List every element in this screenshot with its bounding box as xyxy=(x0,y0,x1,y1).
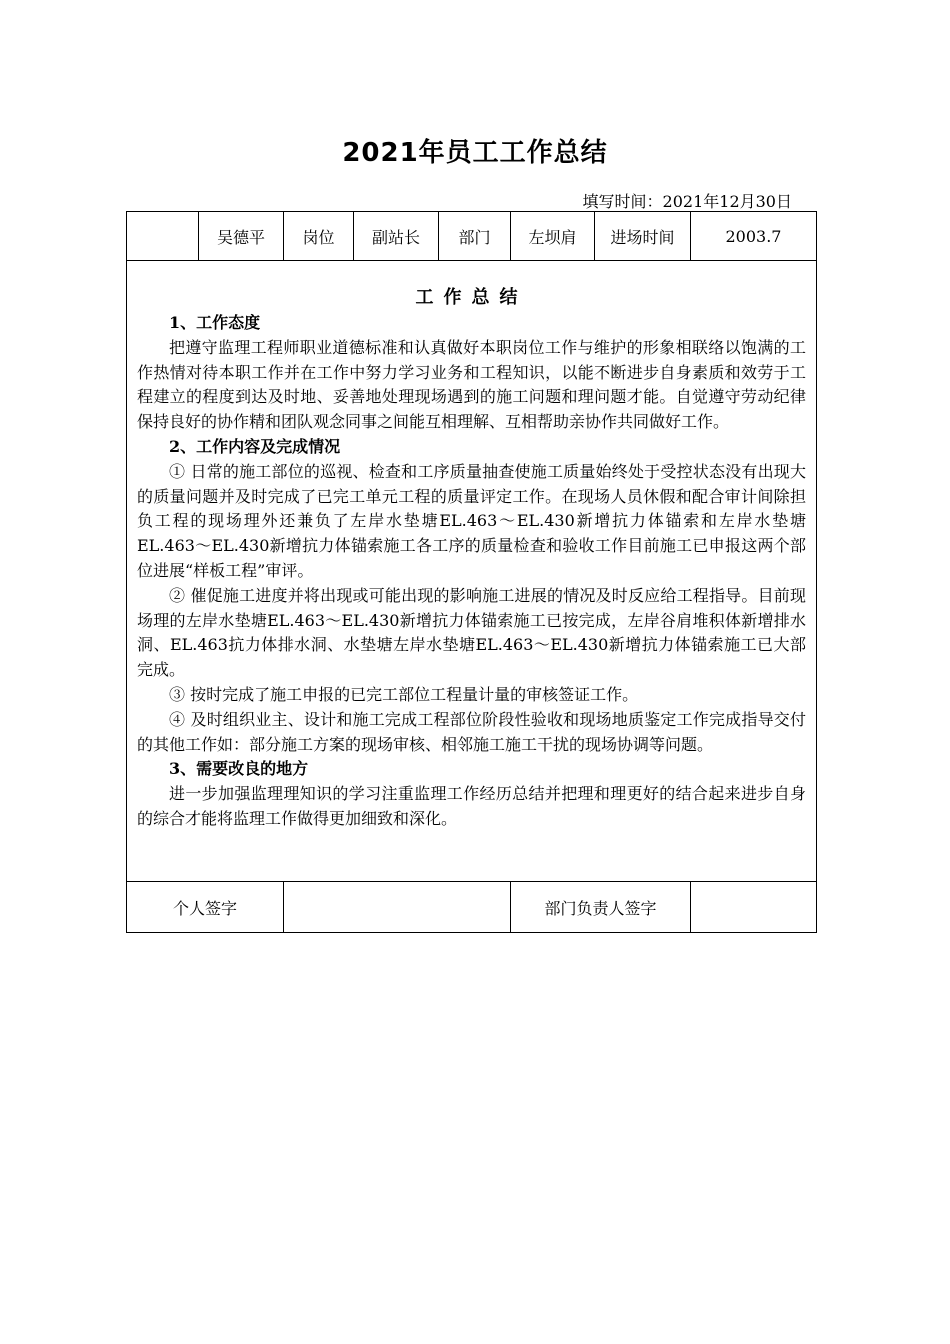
personal-signature-label: 个人签字 xyxy=(127,882,284,933)
empty-cell xyxy=(127,212,199,261)
dept-head-signature-label: 部门负责人签字 xyxy=(511,882,691,933)
entry-time-label: 进场时间 xyxy=(595,212,691,261)
section-paragraph: 进一步加强监理理知识的学习注重监理工作经历总结并把理和理更好的结合起来进步自身的综合才能将监理工作做得更加细致和深化。 xyxy=(137,784,806,828)
document-title: 2021年员工工作总结 xyxy=(342,138,608,168)
section-paragraph: 把遵守监理工程师职业道德标准和认真做好本职岗位工作与维护的形象相联络以饱满的工作热情对待本职工作并在工作中努力学习业务和工程知识，以能不断进步自身素质和效劳于工程建立的程度到达及时地、妥善地处理现场遇到的施工问题和理问题才能。自觉遵守劳动纪律保持良好的协作精和团队观念同事之间能互相理解、互相帮助亲协作共同做好工作。 xyxy=(137,337,806,432)
summary-heading: 工作总结 xyxy=(415,287,528,308)
section-paragraph: ③ 按时完成了施工申报的已完工部位工程量计量的审核签证工作。 xyxy=(169,684,639,704)
employee-name: 吴德平 xyxy=(199,212,284,261)
summary-cell xyxy=(127,261,817,882)
section-title: 3、需要改良的地方 xyxy=(169,759,309,779)
signature-row xyxy=(127,882,817,933)
info-row xyxy=(127,212,817,261)
dept-head-signature-field[interactable] xyxy=(691,882,817,933)
section-paragraph: ② 催促施工进度并将出现或可能出现的影响施工进展的情况及时反应给工程指导。目前现场理的左岸水垫塘EL.463～EL.430新增抗力体锚索施工已按完成，左岸谷肩堆积体新增排水洞、EL.463抗力体排水洞、水垫塘左岸水垫塘EL.463～EL.430新增抗力体锚索施工已大部完成。 xyxy=(137,585,806,680)
position-label: 岗位 xyxy=(284,212,354,261)
position-value: 副站长 xyxy=(354,212,439,261)
summary-row xyxy=(127,261,817,882)
entry-time-value: 2003.7 xyxy=(691,212,817,261)
section-title: 1、工作态度 xyxy=(169,313,261,332)
section-title: 2、工作内容及完成情况 xyxy=(169,436,341,456)
fill-date: 填写时间：2021年12月30日 xyxy=(582,192,792,211)
section-paragraph: ④ 及时组织业主、设计和施工完成工程部位阶段性验收和现场地质鉴定工作完成指导交付的其他工作如：部分施工方案的现场审核、相邻施工施工干扰的现场协调等问题。 xyxy=(137,709,806,754)
department-label: 部门 xyxy=(439,212,511,261)
section-paragraph: ① 日常的施工部位的巡视、检查和工序质量抽查使施工质量始终处于受控状态没有出现大的质量问题并及时完成了已完工单元工程的质量评定工作。在现场人员休假和配合审计间除担负工程的现场理外还兼负了左岸水垫塘EL.463～EL.430新增抗力体锚索和左岸水垫塘EL.463～EL.430新增抗力体锚索施工各工序的质量检查和验收工作目前施工已申报这两个部位进展“样板工程”审评。 xyxy=(137,461,806,580)
summary-form-table xyxy=(126,211,817,933)
department-value: 左坝肩 xyxy=(511,212,595,261)
personal-signature-field[interactable] xyxy=(284,882,511,933)
